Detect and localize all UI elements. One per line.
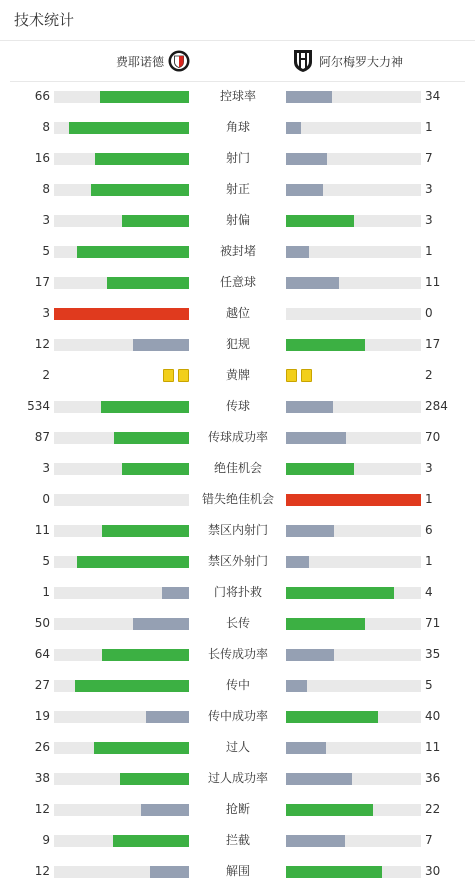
header-divider — [0, 40, 475, 41]
yellow-card-icon — [301, 369, 312, 382]
away-bar — [286, 401, 333, 413]
stat-label: 射偏 — [225, 213, 250, 227]
home-bar-track — [54, 401, 189, 413]
away-bar — [286, 494, 421, 506]
away-value: 35 — [425, 647, 441, 661]
away-bar — [286, 525, 334, 537]
stat-label: 角球 — [225, 120, 250, 134]
away-value: 3 — [425, 182, 433, 196]
stat-row — [0, 825, 475, 856]
away-bar-track — [286, 308, 421, 320]
stat-label: 错失绝佳机会 — [201, 492, 274, 506]
away-bar-track — [286, 525, 421, 537]
heracles-badge-icon — [293, 49, 313, 73]
home-bar-track — [54, 649, 189, 661]
away-bar-track — [286, 649, 421, 661]
away-bar — [286, 680, 307, 692]
home-value: 1 — [42, 585, 50, 599]
home-bar — [150, 866, 189, 878]
stat-row — [0, 732, 475, 763]
stat-row — [0, 81, 475, 112]
home-bar-track — [54, 91, 189, 103]
stat-label: 绝佳机会 — [213, 461, 262, 475]
home-bar — [107, 277, 189, 289]
home-value: 19 — [34, 709, 50, 723]
away-bar — [286, 277, 339, 289]
stat-label: 门将扑救 — [213, 585, 262, 599]
home-bar — [133, 339, 189, 351]
stat-row — [0, 205, 475, 236]
stat-row — [0, 143, 475, 174]
away-team-name: 阿尔梅罗大力神 — [319, 54, 404, 69]
away-bar — [286, 742, 326, 754]
home-bar-track — [54, 184, 189, 196]
yellow-card-icon — [178, 369, 189, 382]
stat-row — [0, 453, 475, 484]
stat-row — [0, 856, 475, 887]
home-bar-track — [54, 246, 189, 258]
away-bar-track — [286, 773, 421, 785]
stat-row — [0, 422, 475, 453]
home-value: 87 — [34, 430, 50, 444]
away-value: 7 — [425, 151, 433, 165]
home-value: 12 — [34, 337, 50, 351]
home-bar — [91, 184, 189, 196]
home-value: 3 — [42, 213, 50, 227]
home-bar — [100, 91, 189, 103]
stat-row — [0, 298, 475, 329]
home-bar — [122, 215, 190, 227]
home-value: 50 — [34, 616, 50, 630]
home-bar — [120, 773, 189, 785]
stat-row — [0, 546, 475, 577]
home-value: 2 — [42, 368, 50, 382]
stat-label: 长传 — [225, 616, 250, 630]
home-bar — [69, 122, 189, 134]
away-bar-track — [286, 494, 421, 506]
away-value: 1 — [425, 244, 433, 258]
away-bar-track — [286, 742, 421, 754]
feyenoord-badge-icon — [168, 50, 190, 72]
away-bar — [286, 618, 365, 630]
away-bar-track — [286, 463, 421, 475]
away-bar-track — [286, 618, 421, 630]
away-value: 3 — [425, 461, 433, 475]
stat-row — [0, 670, 475, 701]
home-bar-track — [54, 494, 189, 506]
stat-label: 解围 — [225, 864, 250, 878]
stat-label: 传中 — [225, 678, 250, 692]
stat-row — [0, 112, 475, 143]
away-bar-track — [286, 401, 421, 413]
away-yellow-cards — [286, 368, 421, 384]
home-bar — [95, 153, 189, 165]
home-bar-track — [54, 742, 189, 754]
stat-row — [0, 577, 475, 608]
away-bar-track — [286, 184, 421, 196]
yellow-card-icon — [286, 369, 297, 382]
home-bar — [146, 711, 189, 723]
away-bar — [286, 804, 373, 816]
stat-label: 长传成功率 — [207, 647, 268, 661]
away-value: 1 — [425, 554, 433, 568]
home-bar — [162, 587, 189, 599]
home-value: 11 — [34, 523, 50, 537]
away-bar-track — [286, 91, 421, 103]
home-bar-track — [54, 153, 189, 165]
home-value: 26 — [34, 740, 50, 754]
away-value: 7 — [425, 833, 433, 847]
home-value: 5 — [42, 554, 50, 568]
away-value: 1 — [425, 492, 433, 506]
home-value: 27 — [34, 678, 50, 692]
away-value: 284 — [425, 399, 448, 413]
stat-label: 过人成功率 — [207, 771, 268, 785]
away-bar — [286, 246, 309, 258]
away-team[interactable] — [293, 47, 403, 75]
away-bar-track — [286, 680, 421, 692]
stat-label: 射正 — [225, 182, 250, 196]
home-value: 12 — [34, 864, 50, 878]
home-value: 3 — [42, 306, 50, 320]
away-bar-track — [286, 835, 421, 847]
stat-label: 过人 — [225, 740, 250, 754]
stat-row — [0, 794, 475, 825]
home-bar — [113, 835, 189, 847]
home-bar — [77, 246, 190, 258]
stat-row — [0, 267, 475, 298]
away-bar — [286, 649, 334, 661]
home-bar-track — [54, 122, 189, 134]
away-value: 34 — [425, 89, 441, 103]
home-bar — [75, 680, 189, 692]
home-bar-track — [54, 618, 189, 630]
away-bar-track — [286, 804, 421, 816]
home-bar-track — [54, 556, 189, 568]
away-bar-track — [286, 556, 421, 568]
home-value: 9 — [42, 833, 50, 847]
away-bar — [286, 215, 354, 227]
away-bar-track — [286, 866, 421, 878]
away-bar — [286, 339, 365, 351]
stat-label: 传球 — [225, 399, 250, 413]
stat-row — [0, 174, 475, 205]
home-bar — [102, 525, 189, 537]
home-bar-track — [54, 463, 189, 475]
away-value: 30 — [425, 864, 441, 878]
home-bar — [54, 308, 189, 320]
stat-label: 传中成功率 — [207, 709, 268, 723]
away-value: 11 — [425, 740, 441, 754]
stat-label: 抢断 — [225, 802, 250, 816]
home-yellow-cards — [54, 368, 189, 384]
stat-row — [0, 763, 475, 794]
home-bar-track — [54, 804, 189, 816]
home-bar-track — [54, 308, 189, 320]
home-bar-track — [54, 339, 189, 351]
away-value: 70 — [425, 430, 441, 444]
away-bar-track — [286, 711, 421, 723]
away-bar — [286, 866, 382, 878]
stat-row — [0, 360, 475, 391]
home-value: 66 — [34, 89, 50, 103]
away-value: 6 — [425, 523, 433, 537]
home-bar-track — [54, 525, 189, 537]
home-value: 8 — [42, 120, 50, 134]
away-bar-track — [286, 153, 421, 165]
home-bar — [101, 401, 189, 413]
home-value: 0 — [42, 492, 50, 506]
away-bar-track — [286, 339, 421, 351]
home-value: 5 — [42, 244, 50, 258]
stat-row — [0, 701, 475, 732]
home-bar — [133, 618, 189, 630]
away-bar — [286, 153, 327, 165]
stat-label: 传球成功率 — [207, 430, 268, 444]
stat-row — [0, 515, 475, 546]
away-value: 5 — [425, 678, 433, 692]
home-bar-track — [54, 215, 189, 227]
away-bar — [286, 835, 345, 847]
home-bar — [94, 742, 189, 754]
away-value: 0 — [425, 306, 433, 320]
stat-label: 拦截 — [225, 833, 250, 847]
page-title: 技术统计 — [14, 11, 75, 29]
home-bar — [102, 649, 189, 661]
stat-row — [0, 608, 475, 639]
away-bar — [286, 773, 352, 785]
home-value: 3 — [42, 461, 50, 475]
stat-label: 黄牌 — [225, 368, 250, 382]
away-value: 40 — [425, 709, 441, 723]
stat-label: 越位 — [225, 306, 250, 320]
yellow-card-icon — [163, 369, 174, 382]
away-value: 4 — [425, 585, 433, 599]
stat-label: 任意球 — [219, 275, 256, 289]
stat-row — [0, 391, 475, 422]
home-value: 64 — [34, 647, 50, 661]
away-bar-track — [286, 277, 421, 289]
home-value: 8 — [42, 182, 50, 196]
home-bar-track — [54, 680, 189, 692]
stat-row — [0, 639, 475, 670]
stat-label: 控球率 — [219, 89, 256, 103]
home-bar-track — [54, 432, 189, 444]
away-bar — [286, 587, 394, 599]
home-team[interactable] — [116, 47, 190, 75]
home-value: 534 — [27, 399, 50, 413]
home-bar — [141, 804, 189, 816]
home-value: 12 — [34, 802, 50, 816]
away-bar — [286, 463, 354, 475]
away-value: 71 — [425, 616, 441, 630]
away-bar — [286, 184, 323, 196]
home-value: 16 — [34, 151, 50, 165]
home-bar — [122, 463, 190, 475]
away-bar — [286, 122, 301, 134]
stat-label: 射门 — [225, 151, 250, 165]
stat-row — [0, 484, 475, 515]
away-bar-track — [286, 122, 421, 134]
away-value: 3 — [425, 213, 433, 227]
home-bar-track — [54, 711, 189, 723]
away-value: 1 — [425, 120, 433, 134]
away-bar-track — [286, 432, 421, 444]
stat-row — [0, 329, 475, 360]
away-value: 11 — [425, 275, 441, 289]
away-value: 2 — [425, 368, 433, 382]
away-value: 22 — [425, 802, 441, 816]
home-bar-track — [54, 587, 189, 599]
home-bar-track — [54, 835, 189, 847]
home-bar — [114, 432, 189, 444]
away-value: 36 — [425, 771, 441, 785]
home-value: 38 — [34, 771, 50, 785]
stats-list — [0, 81, 475, 887]
away-value: 17 — [425, 337, 441, 351]
stat-row — [0, 236, 475, 267]
stat-label: 犯规 — [225, 337, 250, 351]
away-bar-track — [286, 215, 421, 227]
home-team-name: 费耶诺德 — [115, 54, 164, 69]
home-bar-track — [54, 866, 189, 878]
away-bar — [286, 91, 332, 103]
away-bar-track — [286, 587, 421, 599]
away-bar — [286, 711, 378, 723]
home-bar-track — [54, 773, 189, 785]
away-bar — [286, 556, 309, 568]
home-value: 17 — [34, 275, 50, 289]
stat-label: 被封堵 — [219, 244, 256, 258]
away-bar — [286, 432, 346, 444]
away-bar-track — [286, 246, 421, 258]
home-bar — [77, 556, 190, 568]
stat-label: 禁区内射门 — [207, 523, 268, 537]
home-bar-track — [54, 277, 189, 289]
stat-label: 禁区外射门 — [207, 554, 268, 568]
